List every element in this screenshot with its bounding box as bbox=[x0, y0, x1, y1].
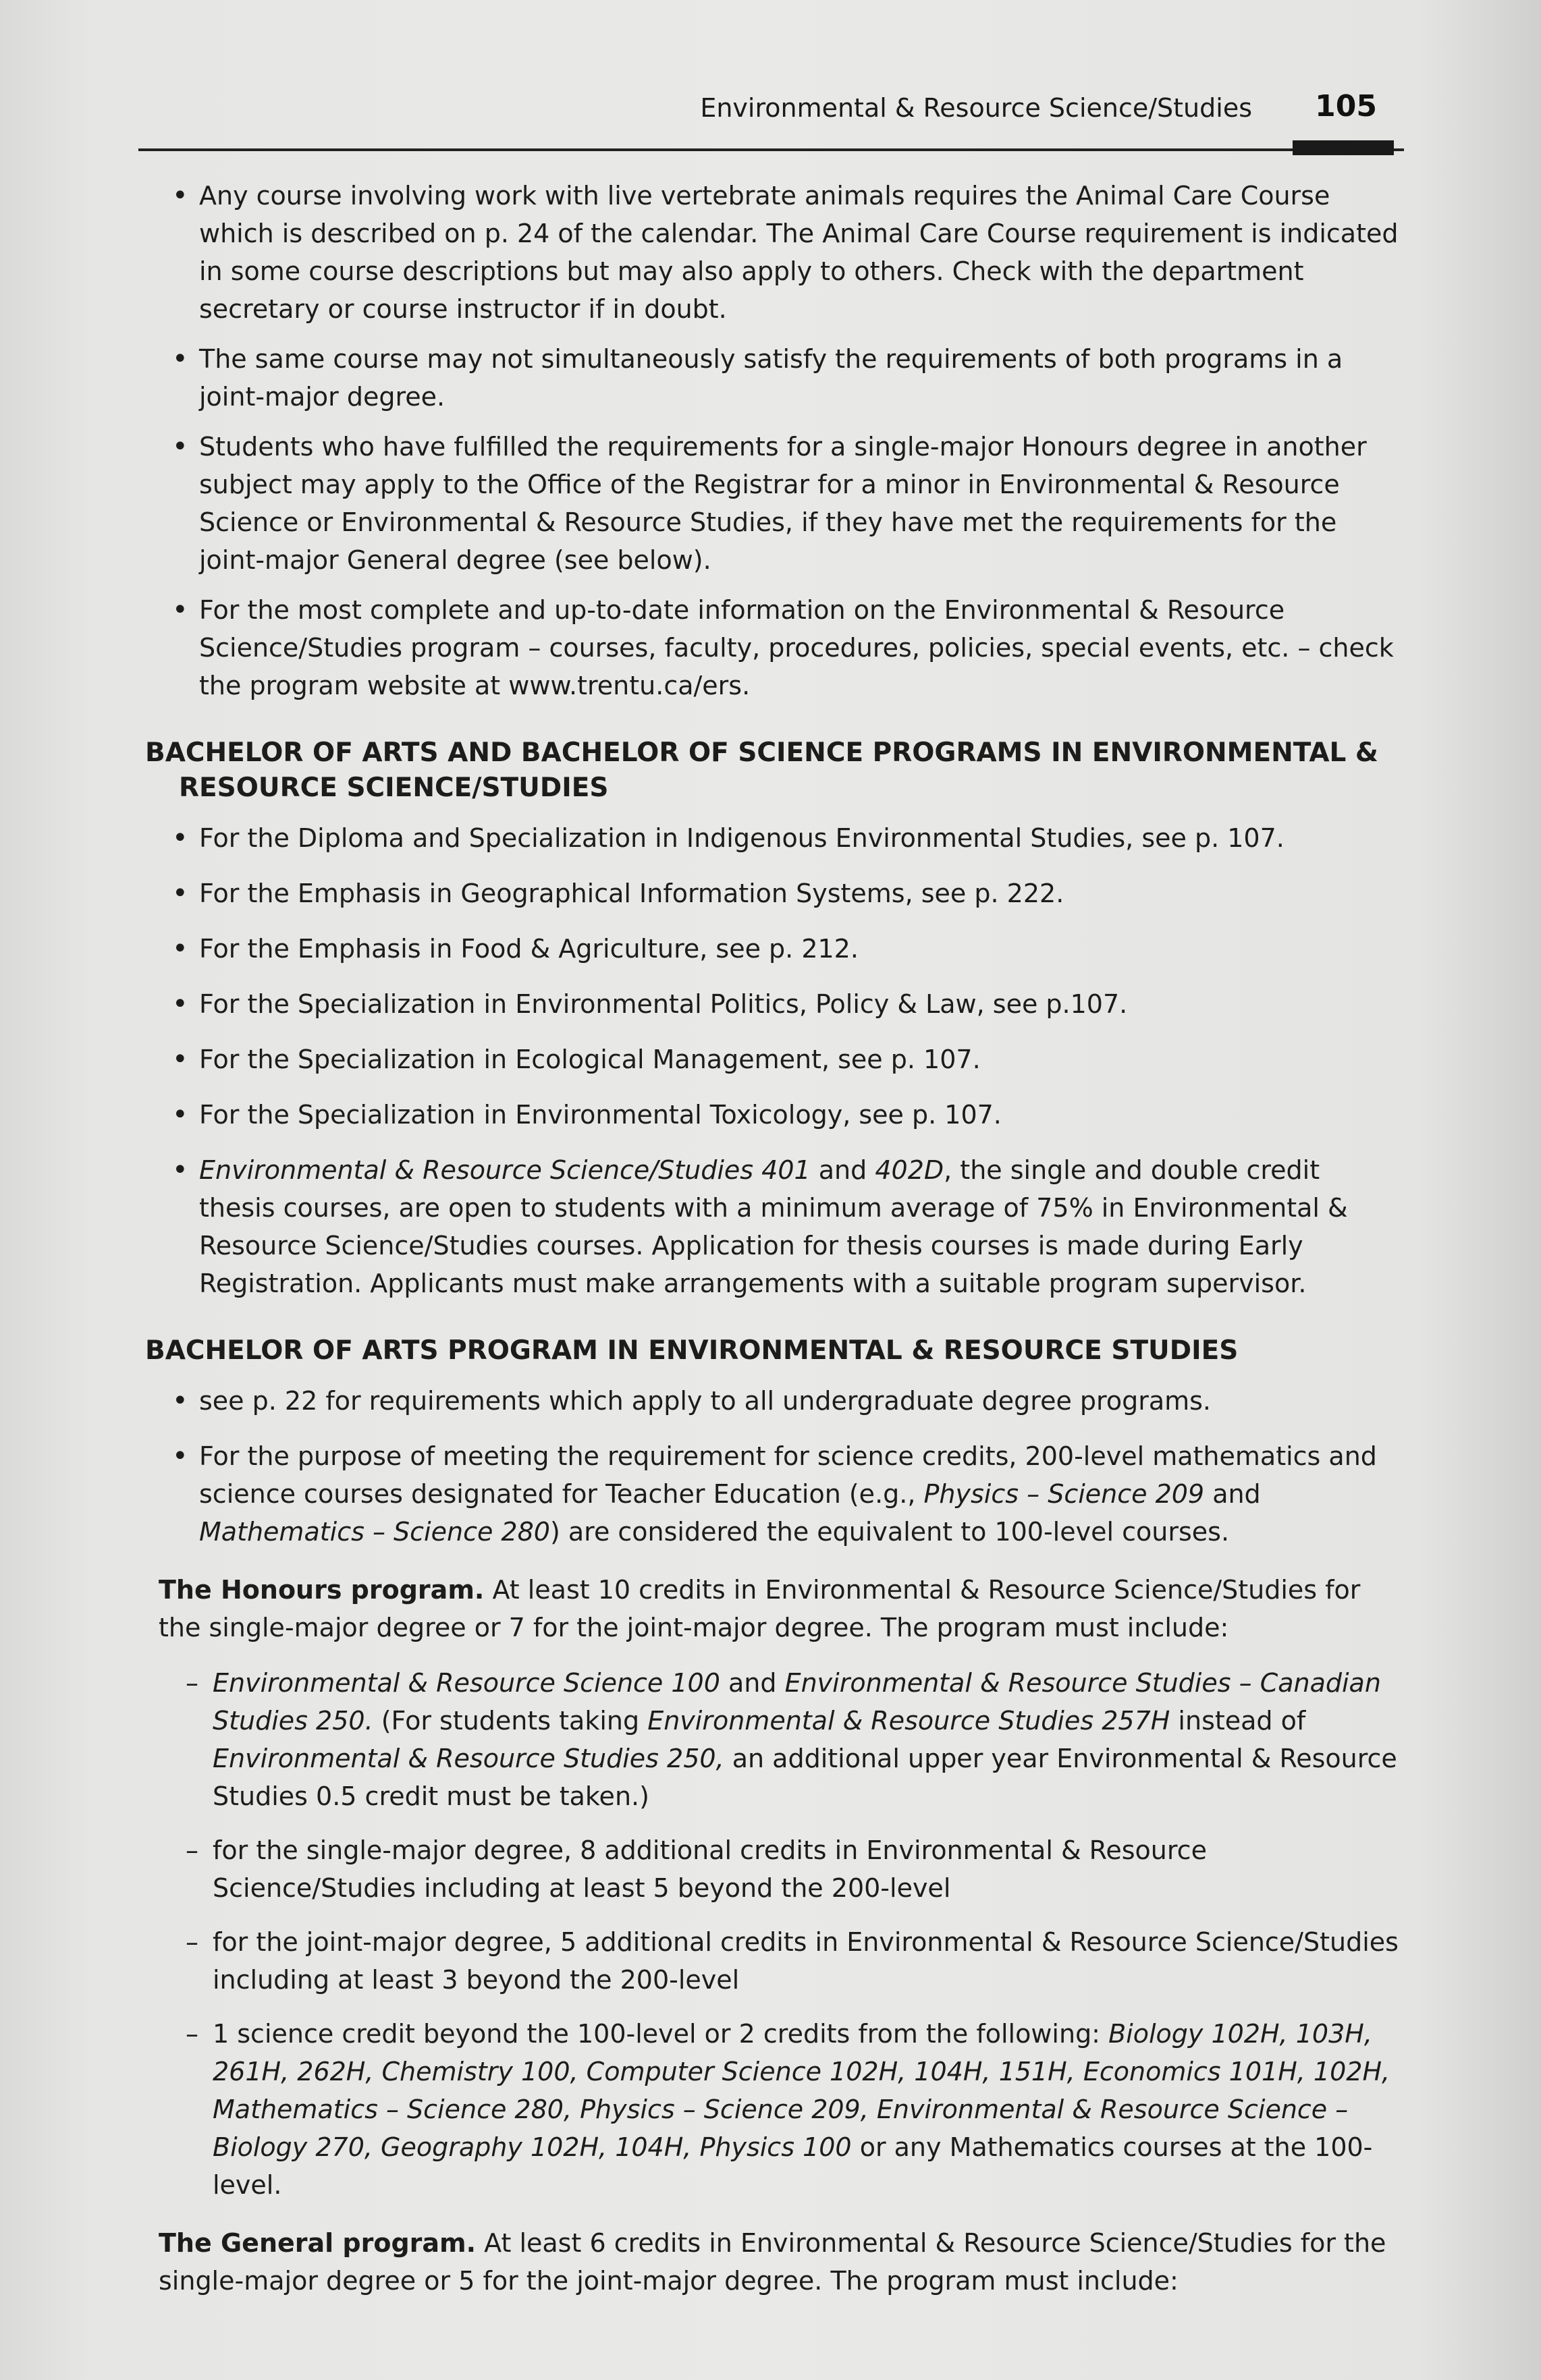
text-fragment: and bbox=[1204, 1479, 1261, 1509]
text-fragment: (For students taking bbox=[373, 1706, 648, 1736]
course-name: 402D bbox=[875, 1155, 944, 1185]
page-header bbox=[138, 81, 1404, 155]
list-item: • Students who have fulfilled the requirements for a single-major Honours degree in another subject may apply to the Office of the Registrar for a minor in Environmental & Resource Science or Environmental & Resource Studies, if they have met the requirements for the joint-major General degree (see below). bbox=[145, 428, 1401, 579]
page-number: 105 bbox=[1315, 89, 1377, 123]
requirement-item bbox=[145, 2015, 1401, 2204]
text-fragment: instead of bbox=[1170, 1706, 1306, 1736]
ba-ers-bullet-list bbox=[145, 1382, 1401, 1551]
course-name: Environmental & Resource Science 100 bbox=[213, 1668, 720, 1698]
list-item: • Any course involving work with live vertebrate animals requires the Animal Care Course which is described on p. 24 of the calendar. The Animal Care Course requirement is indicated in some course descriptions but may also apply to others. Check with the department secretary or course instructor if in doubt. bbox=[145, 177, 1401, 328]
course-name: Environmental & Resource Science/Studies 401 bbox=[199, 1155, 811, 1185]
text-fragment: or any Mathematics courses at the 100-level. bbox=[213, 2132, 1373, 2200]
requirement-item bbox=[145, 1664, 1401, 1815]
list-item: • For the Specialization in Environmental Toxicology, see p. 107. bbox=[145, 1096, 1401, 1134]
course-name: Environmental & Resource Studies 257H bbox=[647, 1706, 1170, 1736]
text-fragment: For the purpose of meeting the requirement for science credits, 200-level mathematics and science courses designated for Teacher Education (e.g., bbox=[199, 1441, 1377, 1509]
paragraph-text: At least 10 credits in Environmental & Resource Science/Studies for the single-major degree or 7 for the joint-major degree. The program must include: bbox=[159, 1575, 1361, 1642]
honours-program-paragraph bbox=[159, 1571, 1401, 1646]
page-body bbox=[145, 177, 1401, 2317]
requirement-item: – for the joint-major degree, 5 additional credits in Environmental & Resource Science/Studies including at least 3 beyond the 200-level bbox=[145, 1923, 1401, 1999]
heading-line-1: BACHELOR OF ARTS AND BACHELOR OF SCIENCE PROGRAMS IN ENVIRONMENTAL & bbox=[145, 738, 1378, 768]
course-name: Environmental & Resource Studies 250, bbox=[213, 1744, 724, 1773]
paragraph-lead: The General program. bbox=[159, 2228, 477, 2258]
course-name: Physics – Science 209 bbox=[923, 1479, 1205, 1509]
list-item: • For the Diploma and Specialization in Indigenous Environmental Studies, see p. 107. bbox=[145, 819, 1401, 857]
header-rule bbox=[138, 148, 1404, 151]
honours-requirements-list bbox=[145, 1664, 1401, 2204]
heading-line-2: RESOURCE SCIENCE/STUDIES bbox=[179, 773, 609, 803]
list-item: • For the most complete and up-to-date information on the Environmental & Resource Science/Studies program – courses, faculty, procedures, policies, special events, etc. – check the program website at www.trentu.ca/ers. bbox=[145, 591, 1401, 704]
ba-bsc-bullet-list bbox=[145, 819, 1401, 1302]
course-list: Biology 102H, 103H, 261H, 262H, Chemistry 100, Computer Science 102H, 104H, 151H, Economics 101H, 102H, Mathematics – Science 280, Physics – Science 209, Environmental & Resource Science – Biology 270, Geography 102H, 104H, Physics 100 bbox=[213, 2019, 1390, 2162]
course-name: Environmental & Resource Studies – Canadian Studies 250. bbox=[213, 1668, 1381, 1736]
list-item: • For the Emphasis in Food & Agriculture, see p. 212. bbox=[145, 930, 1401, 968]
list-item: • For the Emphasis in Geographical Information Systems, see p. 222. bbox=[145, 875, 1401, 912]
list-item: • For the Specialization in Ecological Management, see p. 107. bbox=[145, 1041, 1401, 1078]
header-thumb-tab bbox=[1293, 140, 1394, 155]
text-fragment: ) are considered the equivalent to 100-level courses. bbox=[549, 1517, 1230, 1547]
section-heading-ba-bsc bbox=[145, 736, 1401, 806]
text-fragment: 1 science credit beyond the 100-level or 2 credits from the following: bbox=[213, 2019, 1109, 2049]
general-program-paragraph bbox=[159, 2224, 1401, 2300]
course-name: Mathematics – Science 280 bbox=[199, 1517, 550, 1547]
running-header-title: Environmental & Resource Science/Studies bbox=[700, 93, 1252, 123]
list-item: • see p. 22 for requirements which apply to all undergraduate degree programs. bbox=[145, 1382, 1401, 1420]
text-fragment: , the single and double credit thesis courses, are open to students with a minimum average of 75% in Environmental & Resource Science/Studies courses. Application for thesis courses is made during Early Registration. Applicants must make arrangements with a suitable program supervisor. bbox=[199, 1155, 1348, 1298]
section-heading-ba-ers: BACHELOR OF ARTS PROGRAM IN ENVIRONMENTAL & RESOURCE STUDIES bbox=[145, 1335, 1239, 1366]
thesis-list-item bbox=[145, 1151, 1401, 1302]
paragraph-lead: The Honours program. bbox=[159, 1575, 485, 1605]
list-item bbox=[145, 1437, 1401, 1551]
text-fragment: an additional upper year Environmental & Resource Studies 0.5 credit must be taken.) bbox=[213, 1744, 1397, 1811]
paragraph-text: At least 6 credits in Environmental & Resource Science/Studies for the single-major degree or 5 for the joint-major degree. The program must include: bbox=[159, 2228, 1386, 2296]
text-fragment: and bbox=[720, 1668, 785, 1698]
text-fragment: and bbox=[810, 1155, 875, 1185]
intro-bullet-list bbox=[145, 177, 1401, 704]
requirement-item: – for the single-major degree, 8 additional credits in Environmental & Resource Science/Studies including at least 5 beyond the 200-level bbox=[145, 1831, 1401, 1907]
list-item: • For the Specialization in Environmental Politics, Policy & Law, see p.107. bbox=[145, 985, 1401, 1023]
list-item-text: The same course may not simultaneously satisfy the requirements of both programs in a joint-major degree. bbox=[199, 344, 1343, 412]
list-item bbox=[145, 340, 1401, 416]
